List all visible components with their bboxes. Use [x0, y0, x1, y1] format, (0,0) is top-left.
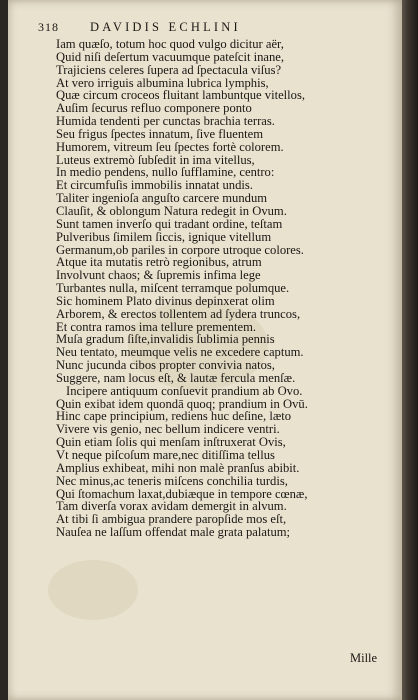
verse-line: Muſa gradum ſiſte,invalidis ſublimia pennis: [56, 332, 275, 347]
verse-line: Qui ſtomachum laxat,dubiæque in tempore cœnæ,: [56, 486, 308, 501]
running-head: DAVIDIS ECHLINI: [90, 20, 241, 34]
page-header: [38, 20, 378, 36]
verse-line: Nauſea ne laſſum offendat male grata palatum;: [56, 525, 291, 540]
verse-line: Et contra ramos ima tellure prementem.: [56, 319, 257, 334]
catchword: Mille: [350, 651, 378, 665]
verse-line: Clauſit, & oblongum Natura redegit in Ovum.: [56, 203, 287, 218]
verse-line: Pulveribus ſimilem ſiccis, ignique vitellum: [56, 229, 272, 244]
verse-line: Quæ circum croceos fluitant lambuntque vitellos,: [56, 88, 306, 103]
verse-line: Tam diverſa vorax avidam demergit in alvum.: [56, 499, 287, 514]
verse-line: Arborem, & erectos tollentem ad ſydera truncos,: [56, 306, 301, 321]
verse-line: At vero irriguis albumina lubrica lymphis,: [56, 75, 269, 90]
verse-line: Quin etiam ſolis qui menſam inſtruxerat Ovis,: [56, 435, 286, 450]
verse-line: Nec minus,ac teneris miſcens conchilia turdis,: [56, 473, 288, 488]
verse-line: Amplius exhibeat, mihi non malè pranſus abibit.: [56, 460, 300, 475]
verse-line: Luteus extremò ſubſedit in ima vitellus,: [56, 152, 255, 167]
paper-stain: [48, 560, 138, 620]
verse-line: Trajiciens celeres ſupera ad ſpectacula viſus?: [56, 62, 282, 77]
verse-line: Humida tendenti per cunctas brachia terras.: [56, 114, 275, 129]
verse-line: Et circumfuſis immobilis innatat undis.: [56, 178, 253, 193]
verse-line: Vivere vis genio, nec bellum indicere ventri.: [56, 422, 280, 437]
verse-line: Sunt tamen inverſo qui tradant ordine, teſtam: [56, 216, 283, 231]
verse-line: Quid niſi deſertum vacuumque pateſcit inane,: [56, 49, 285, 64]
verse-line: At tibi ſi ambigua prandere paropſide mos eſt,: [56, 512, 287, 527]
verse-line: In medio pendens, nullo ſufflamine, centro:: [56, 165, 275, 180]
verse-line: Suggere, nam locus eſt, & lautæ fercula menſæ.: [56, 370, 296, 385]
verse-line: Germanum,ob pariles in corpore utroque colores.: [56, 242, 304, 257]
verse-line: Nunc jucunda cibos propter convivia natos,: [56, 358, 275, 373]
verse-line: Iam quæſo, totum hoc quod vulgo dicitur aër,: [56, 37, 284, 51]
verse-line: Taliter ingenioſa anguſto carcere mundum: [56, 191, 268, 206]
verse-line: Seu frigus ſpectes innatum, ſive fluentem: [56, 126, 264, 141]
verse-line: Incipere antiquum conſuevit prandium ab Ovo.: [66, 383, 303, 398]
verse-line: Quin exibat idem quondā quoq; prandium in Ovū.: [56, 396, 308, 411]
verse-line: Auſim ſecurus refluo componere ponto: [56, 101, 252, 116]
verse-line: Neu tentato, meumque velis ne excedere captum.: [56, 345, 304, 360]
verse-line: Vt neque piſcoſum mare,nec ditiſſima tellus: [56, 448, 275, 462]
poem-text: [56, 38, 396, 539]
verse-line: Humorem, vitreum ſeu ſpectes fortè colorem.: [56, 139, 284, 154]
verse-line: Turbantes nulla, miſcent terramque polumque.: [56, 281, 290, 296]
verse-line: Sic hominem Plato divinus depinxerat olim: [56, 293, 275, 308]
verse-line: Hinc cape principium, rediens huc deſine, læto: [56, 409, 292, 424]
scan-edge: [402, 0, 418, 700]
page-number: 318: [38, 20, 59, 34]
verse-line: Involvunt chaos; & ſupremis infima lege: [56, 268, 261, 283]
verse-line: Atque ita mutatis retrò regionibus, atrum: [56, 255, 262, 270]
